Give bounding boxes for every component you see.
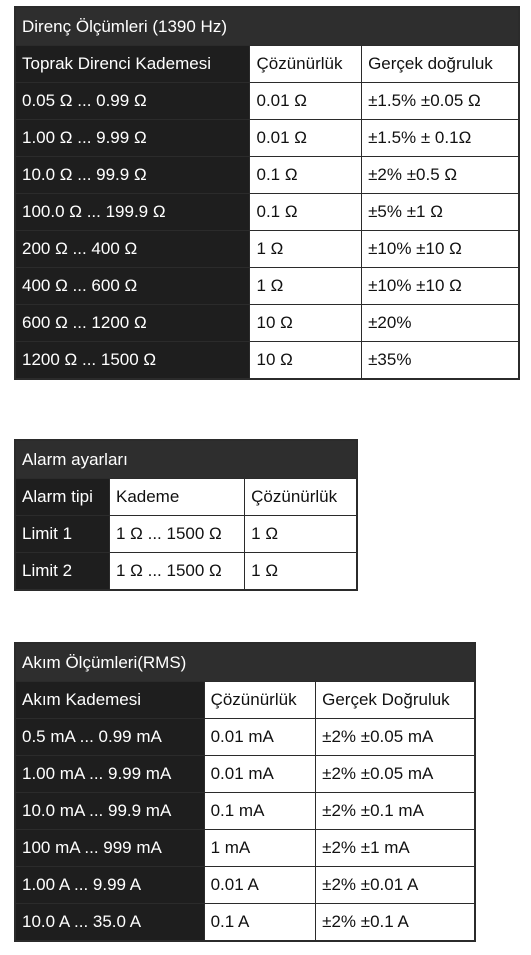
table-row <box>15 793 475 830</box>
accuracy-cell: ±2% ±0.05 mA <box>316 756 475 793</box>
resistance-table-title: Direnç Ölçümleri (1390 Hz) <box>15 7 519 46</box>
range-cell: 10.0 A ... 35.0 A <box>15 904 204 942</box>
resolution-cell: 0.01 Ω <box>250 120 362 157</box>
resolution-cell: 10 Ω <box>250 342 362 380</box>
range-cell: 400 Ω ... 600 Ω <box>15 268 250 305</box>
table-row <box>15 756 475 793</box>
table-row <box>15 120 519 157</box>
alarm-table <box>14 439 358 591</box>
range-cell: 1 Ω ... 1500 Ω <box>109 516 244 553</box>
accuracy-cell: ±10% ±10 Ω <box>362 268 519 305</box>
header-resolution: Çözünürlük <box>250 46 362 83</box>
range-cell: 0.05 Ω ... 0.99 Ω <box>15 83 250 120</box>
resolution-cell: 0.1 A <box>204 904 316 942</box>
table-row <box>15 830 475 867</box>
accuracy-cell: ±2% ±1 mA <box>316 830 475 867</box>
range-cell: 100.0 Ω ... 199.9 Ω <box>15 194 250 231</box>
range-cell: 1200 Ω ... 1500 Ω <box>15 342 250 380</box>
table-row <box>15 904 475 942</box>
table-row <box>15 553 357 591</box>
header-range: Toprak Direnci Kademesi <box>15 46 250 83</box>
range-cell: 1.00 mA ... 9.99 mA <box>15 756 204 793</box>
table-row <box>15 719 475 756</box>
header-accuracy: Gerçek Doğruluk <box>316 682 475 719</box>
alarm-header-row <box>15 479 357 516</box>
range-cell: 200 Ω ... 400 Ω <box>15 231 250 268</box>
accuracy-cell: ±2% ±0.05 mA <box>316 719 475 756</box>
accuracy-cell: ±2% ±0.5 Ω <box>362 157 519 194</box>
table-row <box>15 157 519 194</box>
resolution-cell: 0.1 Ω <box>250 194 362 231</box>
alarm-type-cell: Limit 1 <box>15 516 109 553</box>
accuracy-cell: ±1.5% ±0.05 Ω <box>362 83 519 120</box>
resolution-cell: 1 mA <box>204 830 316 867</box>
header-resolution: Çözünürlük <box>204 682 316 719</box>
accuracy-cell: ±2% ±0.1 mA <box>316 793 475 830</box>
resolution-cell: 0.01 Ω <box>250 83 362 120</box>
header-resolution: Çözünürlük <box>245 479 357 516</box>
current-header-row <box>15 682 475 719</box>
accuracy-cell: ±1.5% ± 0.1Ω <box>362 120 519 157</box>
resolution-cell: 0.01 A <box>204 867 316 904</box>
accuracy-cell: ±20% <box>362 305 519 342</box>
range-cell: 100 mA ... 999 mA <box>15 830 204 867</box>
resolution-cell: 0.01 mA <box>204 756 316 793</box>
table-row <box>15 83 519 120</box>
range-cell: 1.00 Ω ... 9.99 Ω <box>15 120 250 157</box>
table-row <box>15 231 519 268</box>
current-table-title: Akım Ölçümleri(RMS) <box>15 643 475 682</box>
alarm-type-cell: Limit 2 <box>15 553 109 591</box>
resistance-table <box>14 6 520 380</box>
resolution-cell: 1 Ω <box>250 231 362 268</box>
accuracy-cell: ±10% ±10 Ω <box>362 231 519 268</box>
resolution-cell: 10 Ω <box>250 305 362 342</box>
range-cell: 1.00 A ... 9.99 A <box>15 867 204 904</box>
table-row <box>15 342 519 380</box>
table-row <box>15 305 519 342</box>
table-row <box>15 268 519 305</box>
resolution-cell: 0.1 mA <box>204 793 316 830</box>
range-cell: 600 Ω ... 1200 Ω <box>15 305 250 342</box>
accuracy-cell: ±2% ±0.01 A <box>316 867 475 904</box>
table-row <box>15 867 475 904</box>
resolution-cell: 0.01 mA <box>204 719 316 756</box>
resistance-header-row <box>15 46 519 83</box>
resolution-cell: 1 Ω <box>250 268 362 305</box>
current-table <box>14 642 476 942</box>
accuracy-cell: ±2% ±0.1 A <box>316 904 475 942</box>
resolution-cell: 1 Ω <box>245 553 357 591</box>
range-cell: 10.0 mA ... 99.9 mA <box>15 793 204 830</box>
header-range: Kademe <box>109 479 244 516</box>
header-accuracy: Gerçek doğruluk <box>362 46 519 83</box>
range-cell: 10.0 Ω ... 99.9 Ω <box>15 157 250 194</box>
range-cell: 0.5 mA ... 0.99 mA <box>15 719 204 756</box>
table-row <box>15 194 519 231</box>
header-alarm-type: Alarm tipi <box>15 479 109 516</box>
resolution-cell: 1 Ω <box>245 516 357 553</box>
resolution-cell: 0.1 Ω <box>250 157 362 194</box>
header-range: Akım Kademesi <box>15 682 204 719</box>
accuracy-cell: ±5% ±1 Ω <box>362 194 519 231</box>
table-row <box>15 516 357 553</box>
accuracy-cell: ±35% <box>362 342 519 380</box>
range-cell: 1 Ω ... 1500 Ω <box>109 553 244 591</box>
alarm-table-title: Alarm ayarları <box>15 440 357 479</box>
